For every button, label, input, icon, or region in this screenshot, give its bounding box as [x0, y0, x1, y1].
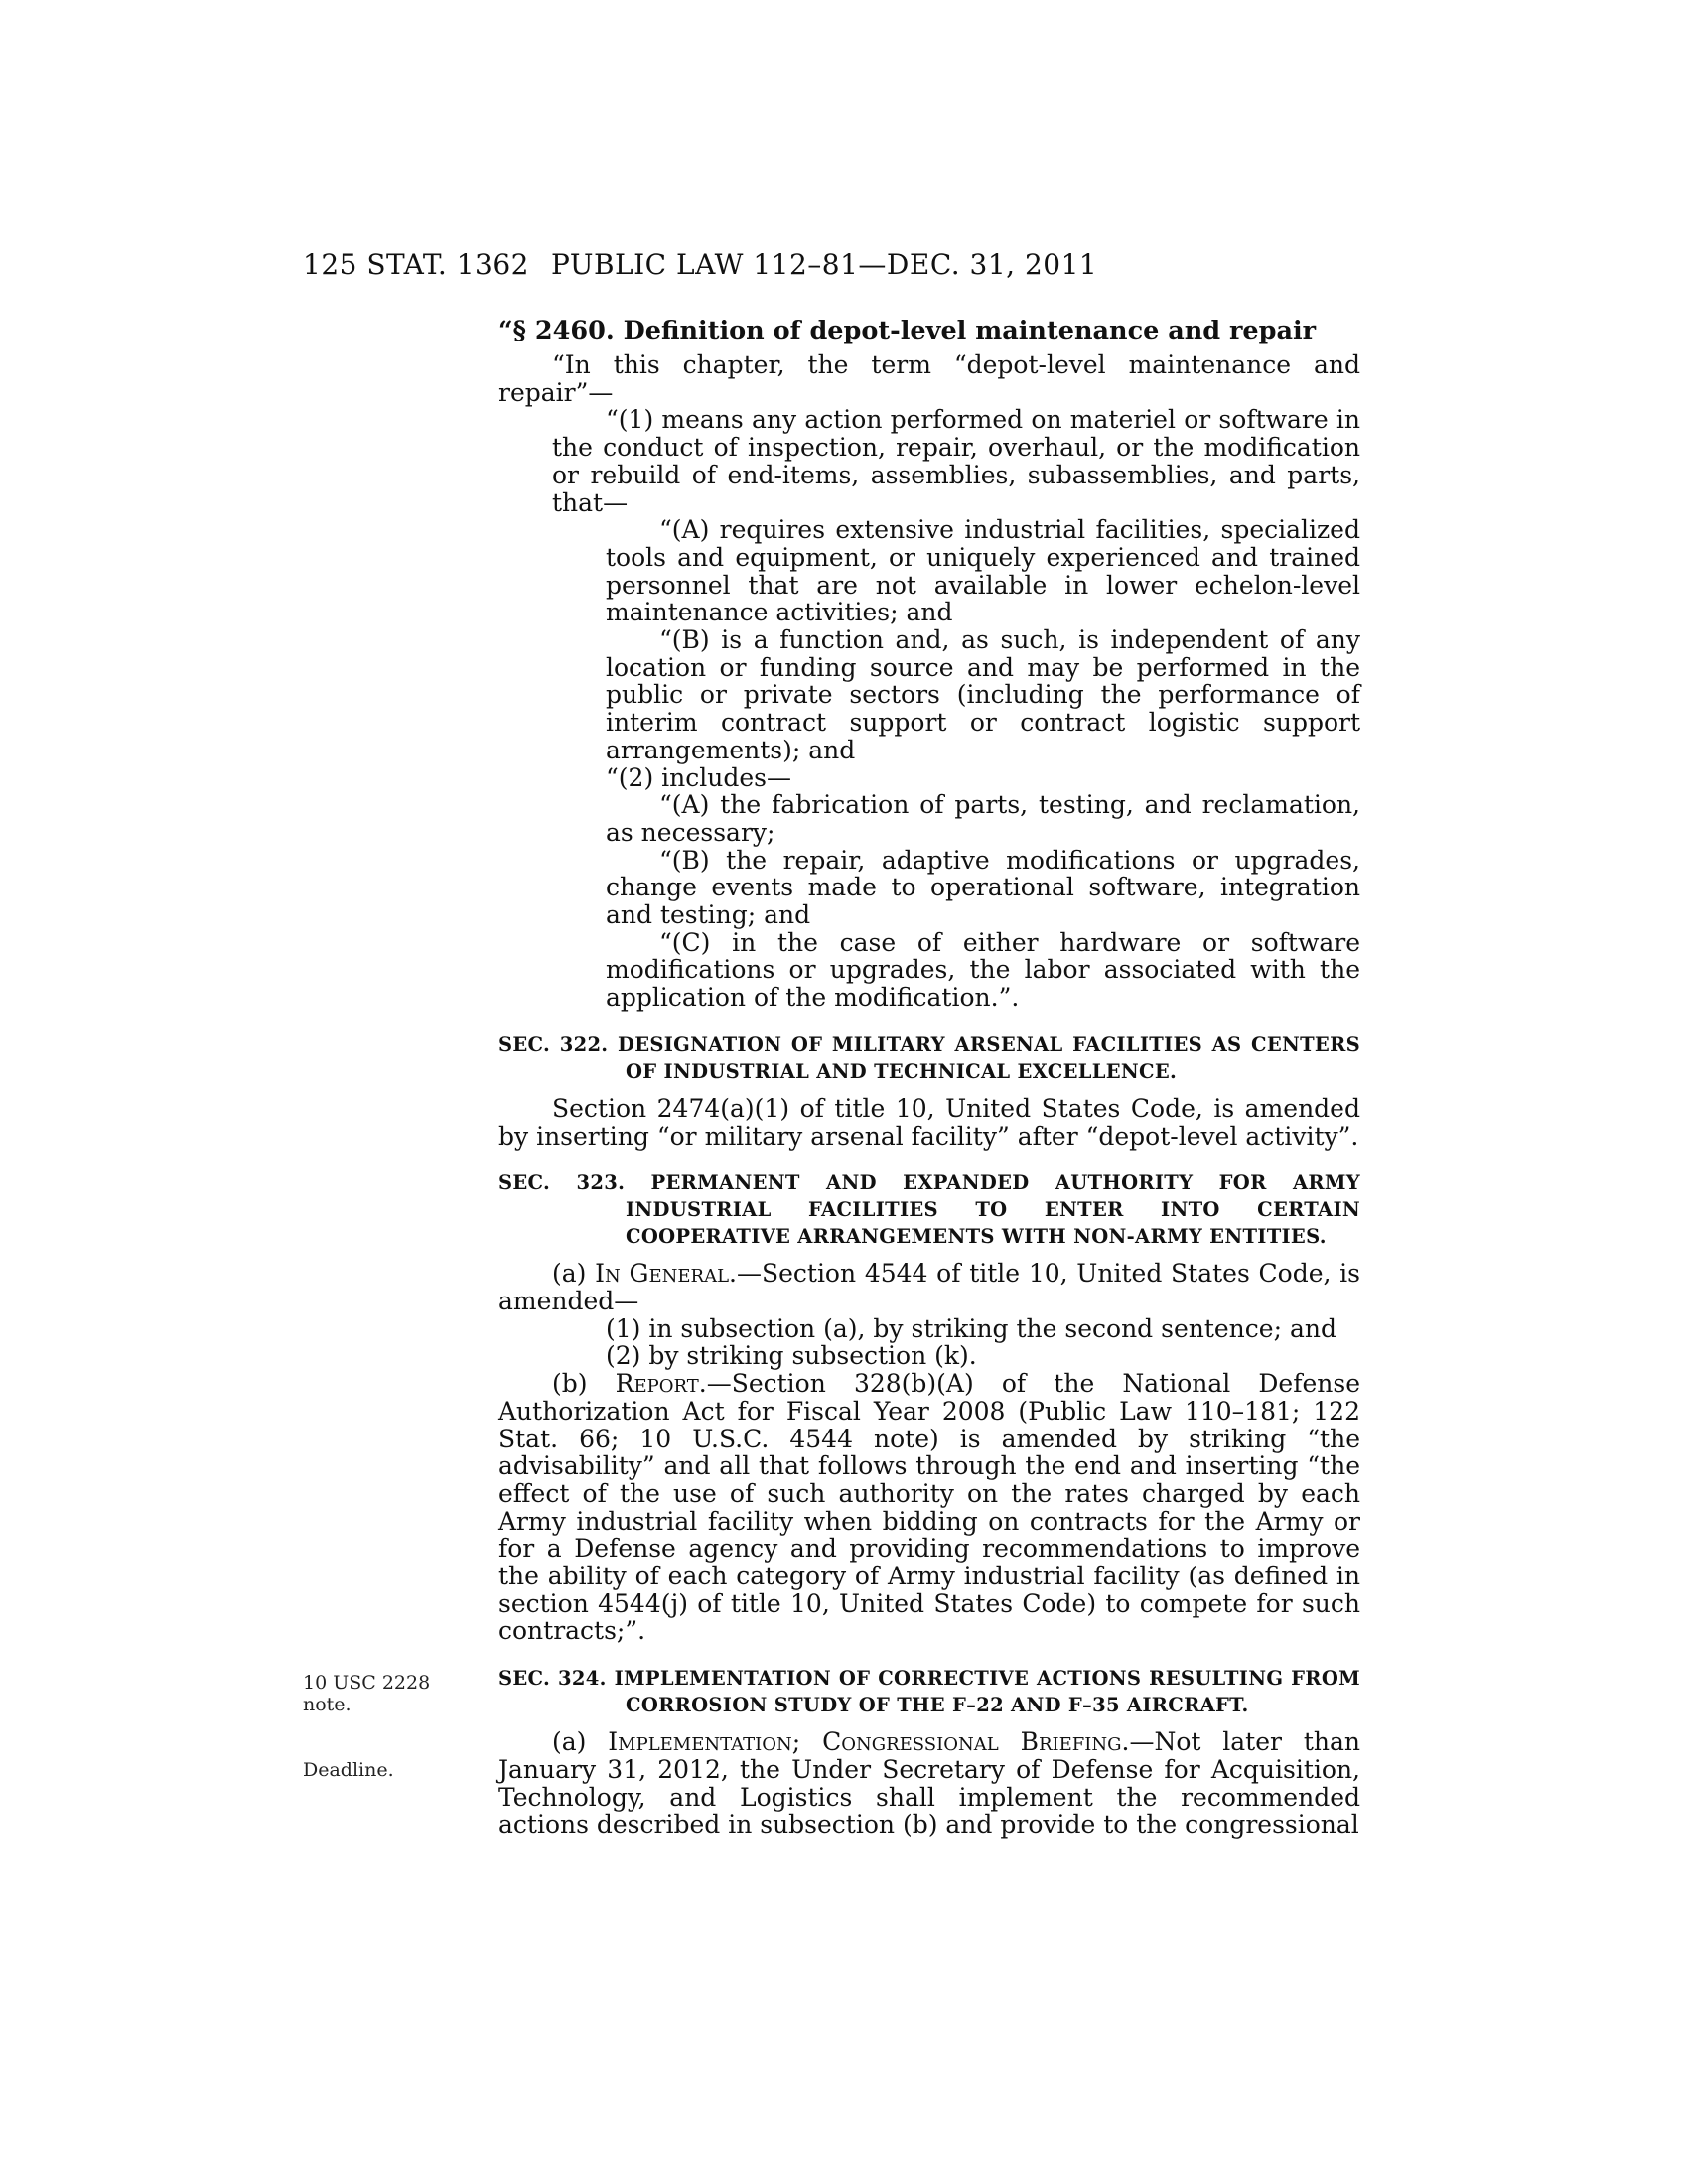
subparagraph-2a: “(A) the fabrication of parts, testing, and reclamation, as necessary;: [606, 790, 1360, 847]
subparagraph-2c: “(C) in the case of either hardware or software modifications or upgrades, the labor associated with the application of the modification.”.: [606, 927, 1360, 1013]
section-2460-intro: “In this chapter, the term “depot-level maintenance and repair”—: [498, 350, 1360, 407]
public-law-line: PUBLIC LAW 112–81—DEC. 31, 2011: [551, 248, 1098, 281]
subsection-324a-text: —Not later than January 31, 2012, the Under Secretary of Defense for Acquisition, Technology, and Logistics shall implement the recommended actions described in subsection (b) and provide to the congressional: [498, 1727, 1361, 1840]
paragraph-1: “(1) means any action performed on materiel or software in the conduct of inspection, repair, overhaul, or the modification or rebuild of end-items, assemblies, subassemblies, and parts, that—: [552, 405, 1360, 517]
paragraph-2: “(2) includes—: [606, 762, 791, 792]
section-323-a2: (2) by striking subsection (k).: [606, 1341, 977, 1371]
subparagraph-2b: “(B) the repair, adaptive modifications or upgrades, change events made to operational software, integration and testing; and: [606, 845, 1360, 930]
subsection-a-caption: In General.: [595, 1259, 737, 1289]
subsection-324a-label: (a): [552, 1727, 609, 1757]
section-2460-title: “§ 2460. Definition of depot-level maintenance and repair: [498, 316, 1317, 345]
subsection-a-text: —Section 4544 of title 10, United States Code, is amended—: [498, 1259, 1361, 1315]
section-324-subsection-a: [498, 1728, 1360, 1839]
section-323-heading: SEC. 323. PERMANENT AND EXPANDED AUTHORITY FOR ARMY INDUSTRIAL FACILITIES TO ENTER INTO CERTAIN COOPERATIVE ARRANGEMENTS WITH NON-ARMY ENTITIES.: [498, 1171, 1360, 1249]
margin-note-usc: 10 USC 2228 note.: [303, 1672, 431, 1715]
section-323-subsection-b: [498, 1370, 1360, 1645]
section-322-text: Section 2474(a)(1) of title 10, United States Code, is amended by inserting “or military arsenal facility” after “depot-level activity”.: [498, 1093, 1360, 1151]
subsection-a-label: (a): [552, 1259, 596, 1289]
stat-page-number: 125 STAT. 1362: [303, 248, 529, 281]
section-323-subsection-a: [498, 1260, 1360, 1314]
section-322-heading: SEC. 322. DESIGNATION OF MILITARY ARSENAL FACILITIES AS CENTERS OF INDUSTRIAL AND TECHNICAL EXCELLENCE.: [498, 1032, 1360, 1083]
statute-body: [498, 316, 1360, 1839]
page-header: [303, 248, 1296, 288]
subsection-b-label: (b): [552, 1369, 616, 1399]
section-324-heading: SEC. 324. IMPLEMENTATION OF CORRECTIVE ACTIONS RESULTING FROM CORROSION STUDY OF THE F–22 AND F–35 AIRCRAFT.: [498, 1667, 1360, 1717]
subsection-324a-caption: Implementation; Congressional Briefing.: [608, 1727, 1130, 1757]
subsection-b-text: —Section 328(b)(A) of the National Defense Authorization Act for Fiscal Year 2008 (Public Law 110–181; 122 Stat. 66; 10 U.S.C. 4544 note) is amended by striking “the advisability” and all that follows through the end and inserting “the effect of the use of such authority on the rates charged by each Army industrial facility when bidding on contracts for the Army or for a Defense agency and providing recommendations to improve the ability of each category of Army industrial facility (as defined in section 4544(j) of title 10, United States Code) to compete for such contracts;”.: [498, 1369, 1360, 1646]
subsection-b-caption: Report.: [615, 1369, 707, 1399]
margin-note-deadline: Deadline.: [303, 1759, 394, 1781]
section-323-a1: (1) in subsection (a), by striking the second sentence; and: [606, 1313, 1336, 1343]
subparagraph-1b: “(B) is a function and, as such, is independent of any location or funding source and may be performed in the public or private sectors (including the performance of interim contract support or contract logistic support arrangements); and: [606, 625, 1360, 764]
subparagraph-1a: “(A) requires extensive industrial facilities, specialized tools and equipment, or uniquely experienced and trained personnel that are not available in lower echelon-level maintenance activities; and: [606, 515, 1360, 627]
